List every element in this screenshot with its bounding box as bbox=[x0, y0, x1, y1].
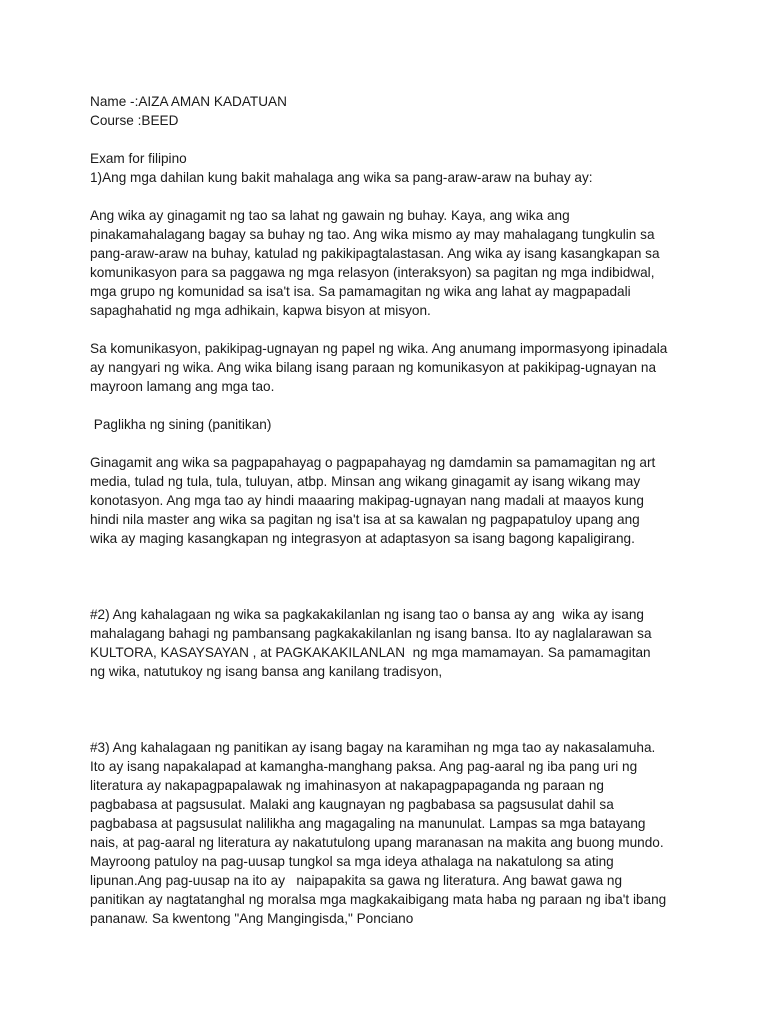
text-line: nais, at pag-aaral ng literatura ay nakatutulong upang maranasan na makita ang buong mundo. bbox=[90, 835, 664, 850]
spacer bbox=[90, 396, 690, 415]
text-line: lipunan.Ang pag-uusap na ito ay naipapakita sa gawa ng literatura. Ang bawat gawa ng bbox=[90, 873, 623, 888]
student-course: Course :BEED bbox=[90, 113, 179, 128]
spacer bbox=[90, 719, 690, 738]
text-line: ay nangyari ng wika. Ang wika bilang isang paraan ng komunikasyon at pakikipag-ugnayan na bbox=[90, 360, 657, 375]
text-line: pang-araw-araw na buhay, katulad ng pakikipagtalastasan. Ang wika ay isang kasangkapan sa bbox=[90, 246, 660, 261]
spacer bbox=[90, 586, 690, 605]
answer-3-paragraph bbox=[90, 738, 690, 928]
spacer bbox=[90, 187, 690, 206]
answer-1-paragraph-3 bbox=[90, 453, 690, 548]
text-line: ng wika, natutukoy ng isang bansa ang kanilang tradisyon, bbox=[90, 664, 443, 679]
spacer bbox=[90, 434, 690, 453]
text-line: mayroon lamang ang mga tao. bbox=[90, 379, 275, 394]
question-1: 1)Ang mga dahilan kung bakit mahalaga ang wika sa pang-araw-araw na buhay ay: bbox=[90, 170, 593, 185]
text-line: wika ay maging kasangkapan ng integrasyon at adaptasyon sa isang bagong kapaligirang. bbox=[90, 531, 635, 546]
text-line: Ito ay isang napakalapad at kamangha-manghang paksa. Ang pag-aaral ng iba pang uri ng bbox=[90, 759, 638, 774]
exam-title: Exam for filipino bbox=[90, 151, 187, 166]
section-heading: Paglikha ng sining (panitikan) bbox=[90, 417, 272, 432]
document-body bbox=[90, 92, 690, 928]
spacer bbox=[90, 700, 690, 719]
text-line: Ang wika ay ginagamit ng tao sa lahat ng gawain ng buhay. Kaya, ang wika ang bbox=[90, 208, 570, 223]
text-line: #2) Ang kahalagaan ng wika sa pagkakakilanlan ng isang tao o bansa ay ang wika ay isang bbox=[90, 607, 644, 622]
spacer bbox=[90, 548, 690, 567]
answer-2-paragraph bbox=[90, 605, 690, 681]
text-line: Sa komunikasyon, pakikipag-ugnayan ng papel ng wika. Ang anumang impormasyong ipinadala bbox=[90, 341, 668, 356]
text-line: pananaw. Sa kwentong "Ang Mangingisda," Ponciano bbox=[90, 911, 414, 926]
text-line: pagbabasa at pagsusulat. Malaki ang kaugnayan ng pagbabasa sa pagsusulat dahil sa bbox=[90, 797, 614, 812]
answer-1-paragraph-1 bbox=[90, 206, 690, 320]
text-line: pagbabasa at pagsusulat nalilikha ang magagaling na manunulat. Lampas sa mga batayang bbox=[90, 816, 646, 831]
text-line: pinakamahalagang bagay sa buhay ng tao. Ang wika mismo ay may mahalagang tungkulin sa bbox=[90, 227, 655, 242]
answer-1-paragraph-2 bbox=[90, 339, 690, 396]
text-line: sapaghahatid ng mga adhikain, kapwa bisyon at misyon. bbox=[90, 303, 431, 318]
text-line: hindi nila master ang wika sa pagitan ng isa't isa at sa kawalan ng pagpapatuloy upang ang bbox=[90, 512, 640, 527]
spacer bbox=[90, 681, 690, 700]
spacer bbox=[90, 320, 690, 339]
text-line: KULTORA, KASAYSAYAN , at PAGKAKAKILANLAN ng mga mamamayan. Sa pamamagitan bbox=[90, 645, 651, 660]
text-line: Mayroong patuloy na pag-uusap tungkol sa mga ideya athalaga na nakatulong sa ating bbox=[90, 854, 614, 869]
text-line: komunikasyon para sa paggawa ng mga relasyon (interaksyon) sa pagitan ng mga indibidwal, bbox=[90, 265, 655, 280]
text-line: panitikan ay nagtatanghal ng moralsa mga magkakaibigang mata haba ng paraan ng iba't ibang bbox=[90, 892, 667, 907]
text-line: mga grupo ng komunidad sa isa't isa. Sa pamamagitan ng wika ang lahat ay magpapadali bbox=[90, 284, 631, 299]
spacer bbox=[90, 130, 690, 149]
text-line: Ginagamit ang wika sa pagpapahayag o pagpapahayag ng damdamin sa pamamagitan ng art bbox=[90, 455, 656, 470]
student-name: Name -:AIZA AMAN KADATUAN bbox=[90, 94, 287, 109]
text-line: literatura ay nakapagpapalawak ng imahinasyon at nakapagpapaganda ng paraan ng bbox=[90, 778, 604, 793]
spacer bbox=[90, 567, 690, 586]
text-line: mahalagang bahagi ng pambansang pagkakakilanlan ng isang bansa. Ito ay naglalarawan sa bbox=[90, 626, 652, 641]
text-line: media, tulad ng tula, tula, tuluyan, atbp. Minsan ang wikang ginagamit ay isang wikang may bbox=[90, 474, 641, 489]
text-line: konotasyon. Ang mga tao ay hindi maaaring makipag-ugnayan nang madali at maayos kung bbox=[90, 493, 644, 508]
text-line: #3) Ang kahalagaan ng panitikan ay isang bagay na karamihan ng mga tao ay nakasalamuha. bbox=[90, 740, 656, 755]
